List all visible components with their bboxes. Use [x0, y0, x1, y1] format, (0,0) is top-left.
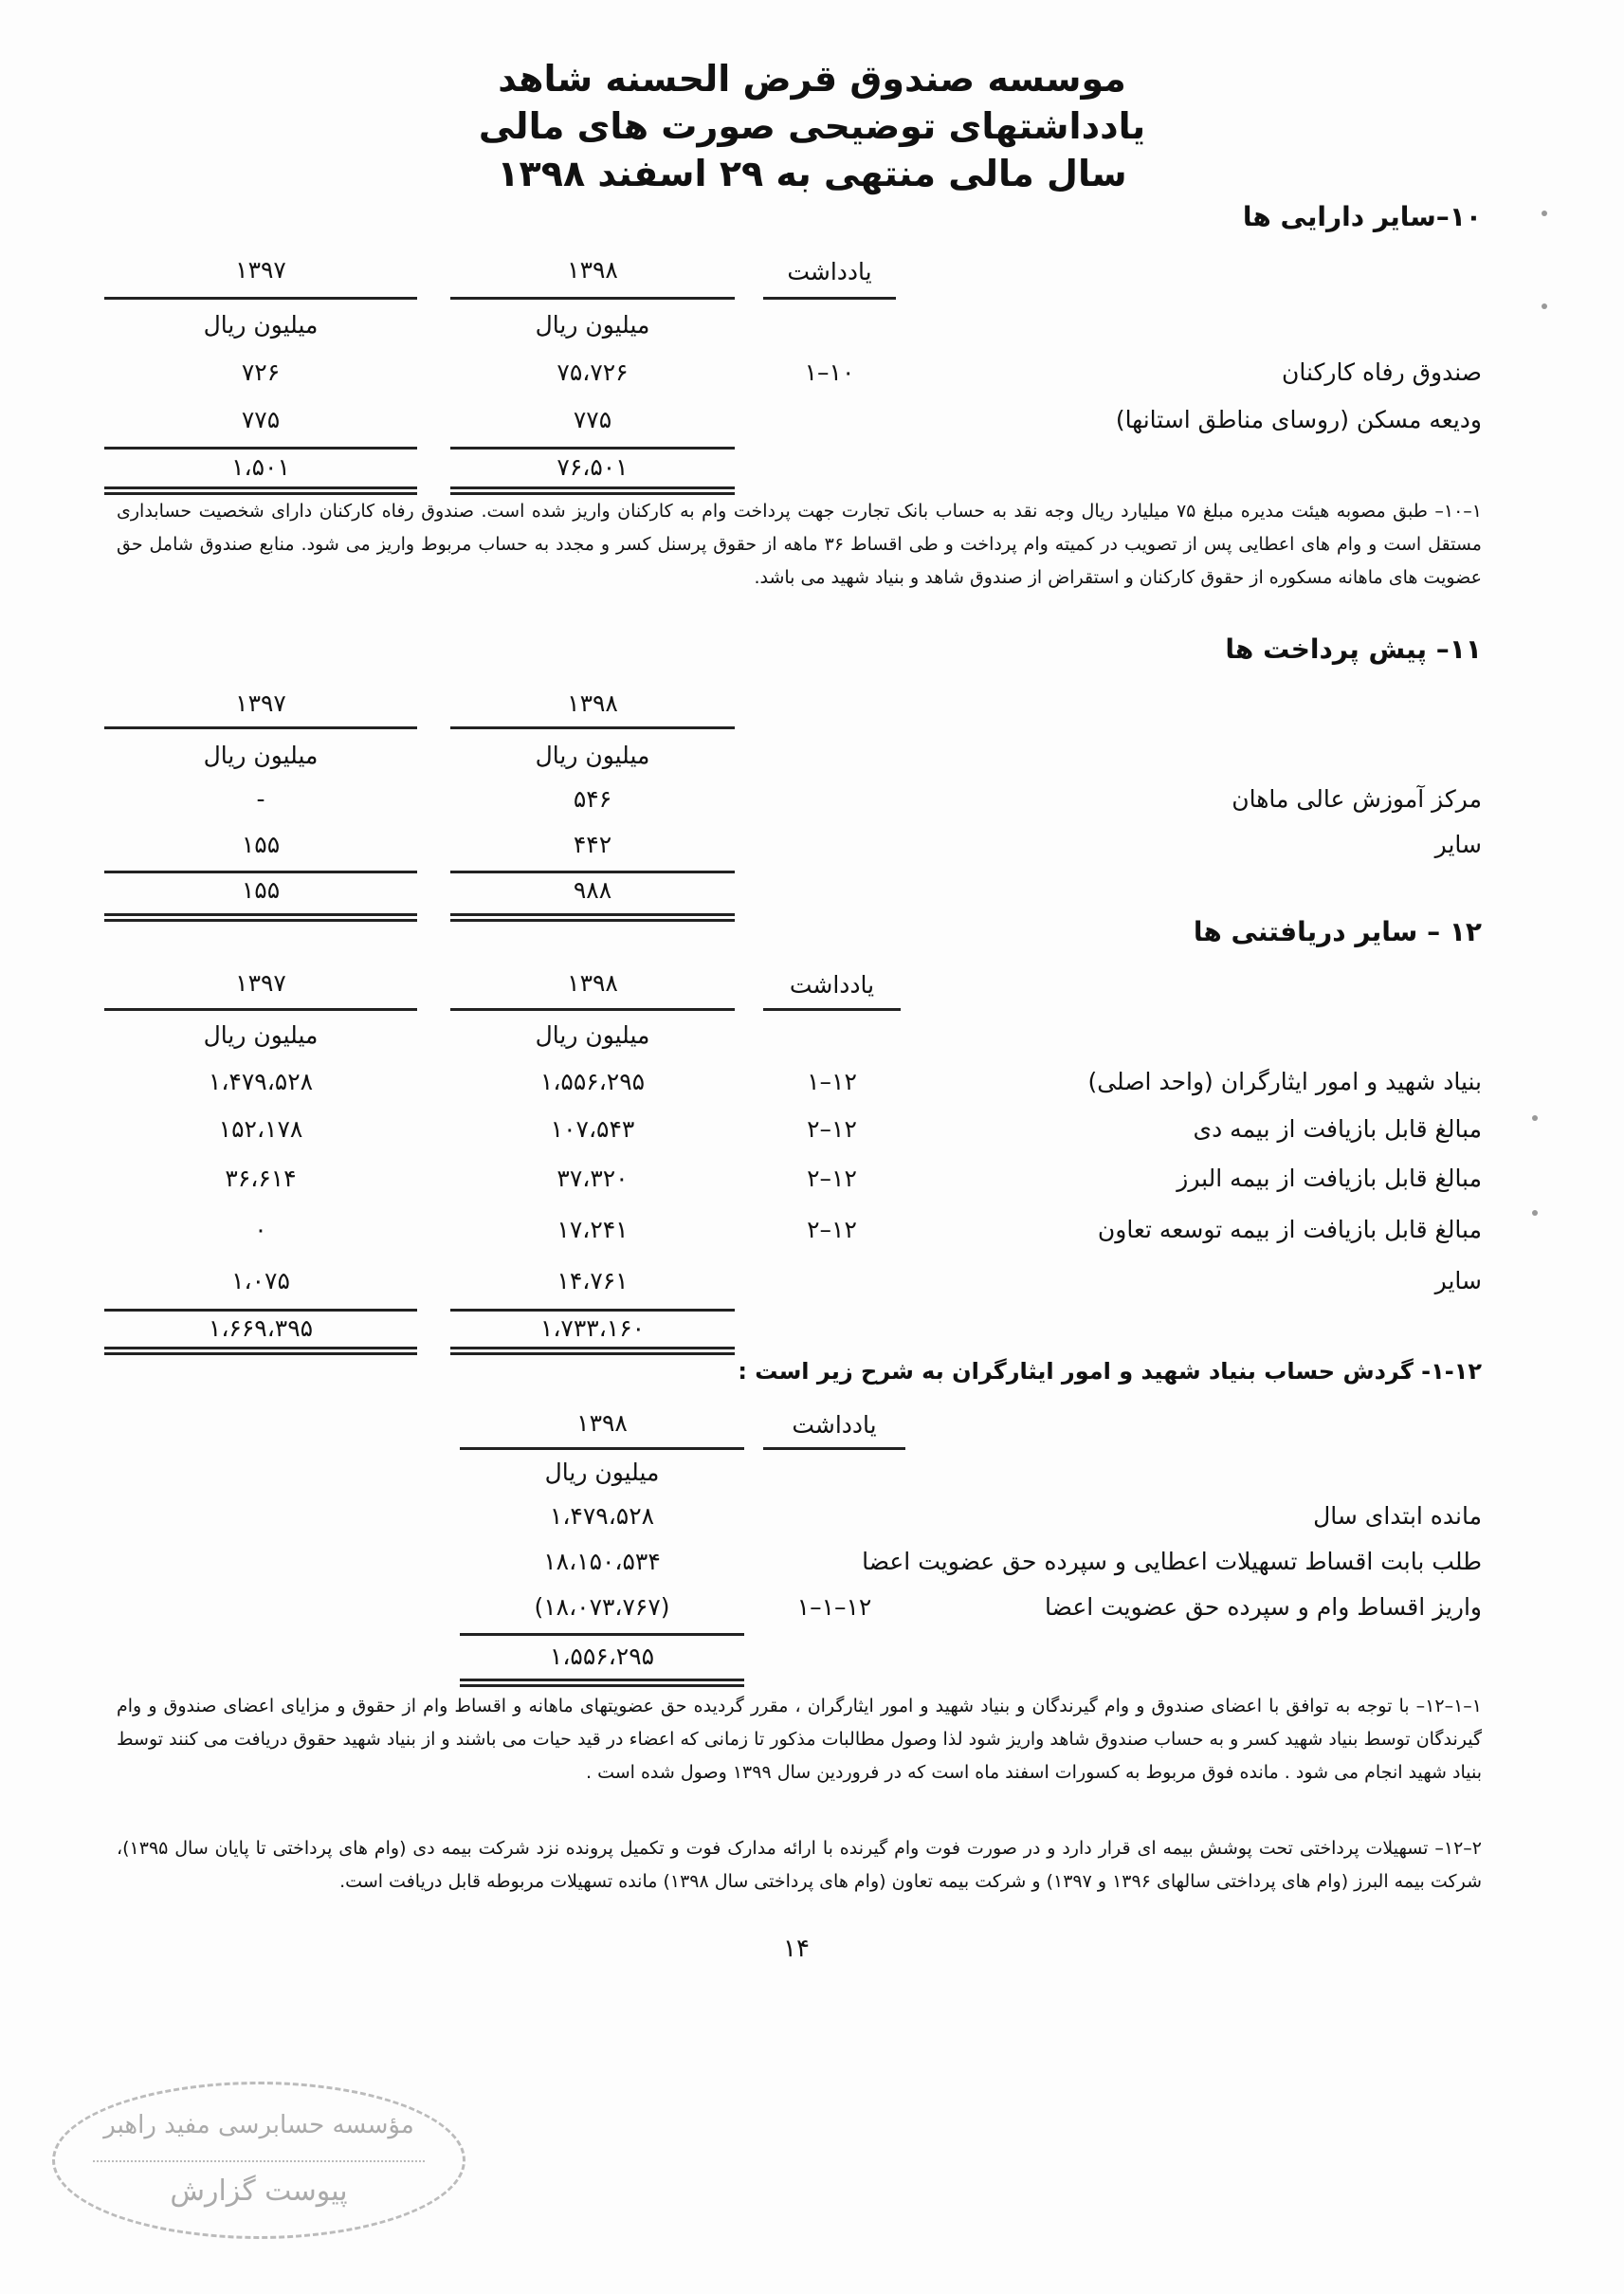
value-1397: ۷۷۵	[241, 406, 281, 433]
rule	[104, 1008, 417, 1011]
value-1397: -	[256, 785, 265, 813]
value-1397: ۱۵۵	[241, 831, 281, 858]
value-1397: ۱،۴۷۹،۵۲۸	[208, 1068, 314, 1095]
rule	[763, 1447, 905, 1450]
auditor-stamp	[52, 2082, 465, 2239]
rule	[763, 1008, 901, 1011]
value-1398: (۱۸،۰۷۳،۷۶۷)	[534, 1593, 670, 1621]
unit-1398: میلیون ریال	[535, 311, 650, 339]
rule	[104, 297, 417, 300]
row-label: بنیاد شهید و امور ایثارگران (واحد اصلی)	[1087, 1068, 1482, 1095]
stamp-divider	[93, 2160, 425, 2162]
double-rule	[104, 486, 417, 495]
row-note: ۱۲–۱–۱	[796, 1593, 872, 1621]
double-rule	[450, 486, 735, 495]
unit-1397: میلیون ریال	[203, 311, 319, 339]
row-label: طلب بابت اقساط تسهیلات اعطایی و سپرده حق عضویت اعضا	[862, 1548, 1482, 1575]
row-note: ۱۰–۱	[804, 358, 855, 386]
row-label: مبالغ قابل بازیافت از بیمه توسعه تعاون	[1097, 1216, 1482, 1243]
total-1397: ۱۵۵	[241, 876, 281, 904]
row-label: صندوق رفاه کارکنان	[1281, 358, 1482, 386]
double-rule	[450, 913, 735, 922]
unit-1398: میلیون ریال	[544, 1459, 660, 1486]
double-rule	[450, 1347, 735, 1355]
value-1398: ۱۰۷،۵۴۳	[550, 1115, 635, 1143]
doc-title: یادداشتهای توضیحی صورت های مالی	[478, 105, 1146, 147]
col-header-1397: ۱۳۹۷	[235, 256, 286, 284]
rule	[450, 1008, 735, 1011]
unit-1398: میلیون ریال	[535, 1021, 650, 1049]
org-title: موسسه صندوق قرض الحسنه شاهد	[498, 58, 1126, 100]
row-label: مرکز آموزش عالی ماهان	[1232, 785, 1482, 813]
unit-1397: میلیون ریال	[203, 742, 319, 769]
section-12-title: ۱۲ – سایر دریافتنی ها	[1193, 916, 1482, 947]
unit-1398: میلیون ریال	[535, 742, 650, 769]
scan-mark	[1532, 1115, 1538, 1121]
col-header-1398: ۱۳۹۸	[576, 1409, 628, 1437]
value-1398: ۳۷،۳۲۰	[557, 1165, 629, 1192]
col-header-1398: ۱۳۹۸	[567, 969, 618, 997]
unit-1397: میلیون ریال	[203, 1021, 319, 1049]
stamp-firm-name: مؤسسه حسابرسی مفید راهبر	[103, 2111, 414, 2139]
double-rule	[104, 913, 417, 922]
value-1398: ۴۴۲	[573, 831, 612, 858]
scan-mark	[1542, 211, 1547, 216]
footnote-12-1-1: ۱–۱–۱۲– با توجه به توافق با اعضای صندوق و وام گیرندگان و بنیاد شهید و امور ایثارگران ، مقرر گردیده حق عضویتهای ماهانه و اقساط وام از حقوق و مزایای اعضای صندوق و وام گیرندگان توسط بنیاد شهید کسر و به حساب صندوق شاهد واریز شود لذا وصول مطالبات مذکور تا زمانی که اعضاء در قید حیات می باشند و از بنیاد شهید حقوق دریافت می کنند توسط بنیاد شهید انجام می شود . مانده فوق مربوط به کسورات اسفند ماه است که در فروردین سال ۱۳۹۹ وصول شده است .	[117, 1696, 1482, 1783]
rule	[460, 1633, 744, 1636]
section-10-title: ۱۰–سایر دارایی ها	[1242, 201, 1482, 232]
double-rule	[460, 1679, 744, 1687]
col-header-note: یادداشت	[792, 1411, 877, 1439]
rule	[104, 726, 417, 729]
value-1398: ۷۷۵	[573, 406, 612, 433]
rule	[450, 871, 735, 873]
footnote-10-1: ۱–۱۰– طبق مصوبه هیئت مدیره مبلغ ۷۵ میلیارد ریال وجه نقد به حساب بانک تجارت جهت پرداخت وام به کارکنان واریز شده است. صندوق رفاه کارکنان دارای شخصیت حسابداری مستقل است و وام های اعطایی پس از تصویب در کمیته وام پرداخت و طی اقساط ۳۶ ماهه از حقوق پرسنل کسر و مجدد به حساب مربوط واریز می شود. منابع صندوق شامل حق عضویت های ماهانه مسکوره از حقوق کارکنان و استقراض از صندوق شاهد و بنیاد شهید می باشد.	[117, 501, 1482, 588]
total-1397: ۱،۵۰۱	[231, 453, 290, 481]
rule	[104, 447, 417, 450]
rule	[450, 726, 735, 729]
value-1397: ۰	[254, 1216, 267, 1243]
col-header-1397: ۱۳۹۷	[235, 689, 286, 717]
rule	[104, 871, 417, 873]
total-1398: ۱،۷۳۳،۱۶۰	[539, 1314, 646, 1342]
rule	[450, 297, 735, 300]
value-1397: ۷۲۶	[241, 358, 281, 386]
value-1398: ۱۴،۷۶۱	[557, 1267, 629, 1294]
value-1398: ۷۵،۷۲۶	[557, 358, 629, 386]
total-1397: ۱،۶۶۹،۳۹۵	[208, 1314, 314, 1342]
total-1398: ۷۶،۵۰۱	[557, 453, 629, 481]
value-1397: ۳۶،۶۱۴	[225, 1165, 297, 1192]
value-1397: ۱۵۲،۱۷۸	[218, 1115, 303, 1143]
row-note: ۱۲–۲	[807, 1165, 857, 1192]
row-label: مبالغ قابل بازیافت از بیمه البرز	[1177, 1165, 1482, 1192]
rule	[763, 297, 896, 300]
value-1398: ۱،۵۵۶،۲۹۵	[539, 1068, 646, 1095]
section-12-1-title: ۱-۱۲- گردش حساب بنیاد شهید و امور ایثارگران به شرح زیر است :	[738, 1358, 1482, 1385]
col-header-note: یادداشت	[789, 971, 875, 999]
row-note: ۱۲–۲	[807, 1216, 857, 1243]
total-1398: ۱،۵۵۶،۲۹۵	[549, 1643, 655, 1670]
col-header-note: یادداشت	[787, 258, 872, 285]
section-11-title: ۱۱– پیش پرداخت ها	[1225, 633, 1482, 665]
scan-mark	[1542, 303, 1547, 309]
value-1398: ۱۷،۲۴۱	[557, 1216, 629, 1243]
value-1398: ۱۸،۱۵۰،۵۳۴	[543, 1548, 661, 1575]
rule	[104, 1309, 417, 1312]
page-number: ۱۴	[783, 1935, 810, 1963]
col-header-1397: ۱۳۹۷	[235, 969, 286, 997]
fiscal-year-title: سال مالی منتهی به ۲۹ اسفند ۱۳۹۸	[497, 153, 1127, 194]
value-1397: ۱،۰۷۵	[231, 1267, 290, 1294]
row-note: ۱۲–۱	[807, 1068, 857, 1095]
rule	[450, 447, 735, 450]
double-rule	[104, 1347, 417, 1355]
rule	[450, 1309, 735, 1312]
value-1398: ۱،۴۷۹،۵۲۸	[549, 1502, 655, 1530]
col-header-1398: ۱۳۹۸	[567, 689, 618, 717]
row-label: ودیعه مسکن (روسای مناطق استانها)	[1115, 406, 1482, 433]
row-label: مانده ابتدای سال	[1313, 1502, 1482, 1530]
row-label: واریز اقساط وام و سپرده حق عضویت اعضا	[1045, 1593, 1482, 1621]
stamp-caption: پیوست گزارش	[170, 2175, 348, 2208]
scan-mark	[1532, 1210, 1538, 1216]
row-note: ۱۲–۲	[807, 1115, 857, 1143]
rule	[460, 1447, 744, 1450]
row-label: مبالغ قابل بازیافت از بیمه دی	[1193, 1115, 1482, 1143]
row-label: سایر	[1434, 831, 1482, 858]
row-label: سایر	[1434, 1267, 1482, 1294]
col-header-1398: ۱۳۹۸	[567, 256, 618, 284]
value-1398: ۵۴۶	[573, 785, 612, 813]
footnote-12-2: ۲–۱۲– تسهیلات پرداختی تحت پوشش بیمه ای قرار دارد و در صورت فوت وام گیرنده با ارائه مدارک فوت و تکمیل پرونده نزد شرکت بیمه دی (وام های پرداختی تا پایان سال ۱۳۹۵)، شرکت بیمه البرز (وام های پرداختی سالهای ۱۳۹۶ و ۱۳۹۷) و شرکت بیمه تعاون (وام های پرداختی سال ۱۳۹۸) مانده تسهیلات مربوطه قابل دریافت است.	[117, 1838, 1482, 1892]
total-1398: ۹۸۸	[573, 876, 612, 904]
